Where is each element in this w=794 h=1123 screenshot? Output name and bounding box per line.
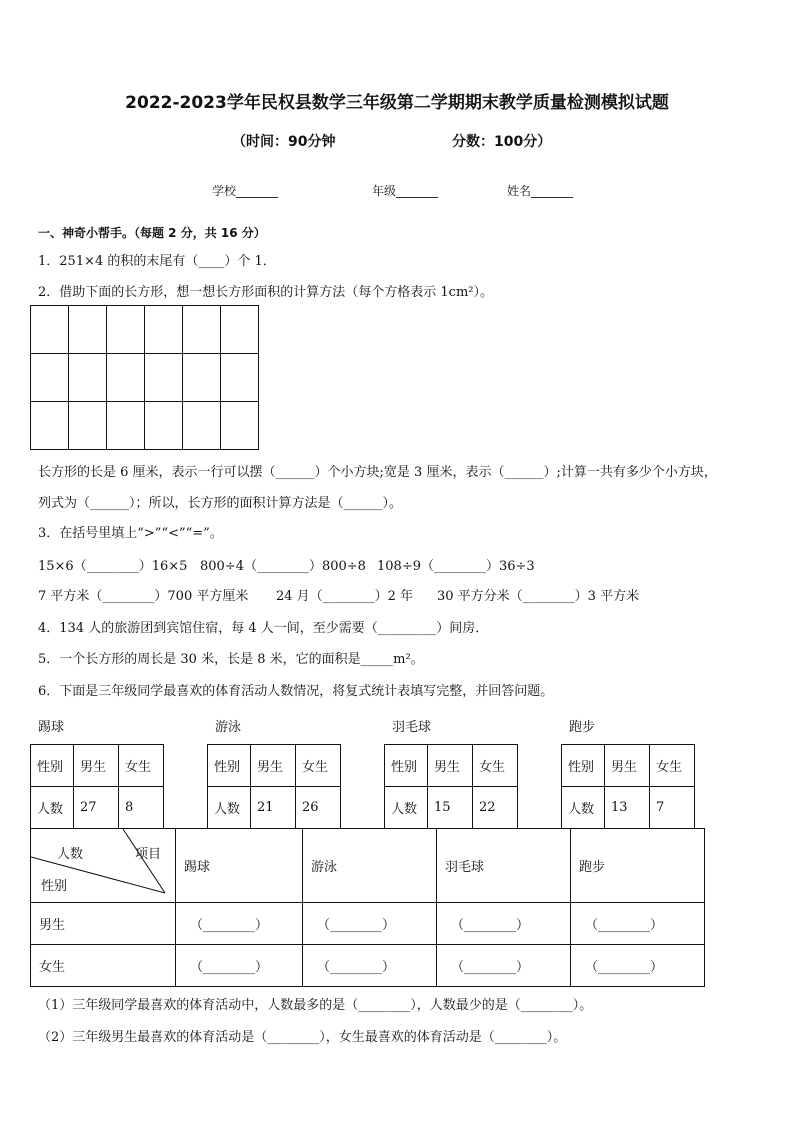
school-field[interactable]: 学校_______: [212, 184, 279, 198]
question-6-2: （2）三年级男生最喜欢的体育活动是（________），女生最喜欢的体育活动是（________）。: [38, 1030, 567, 1045]
table-cell: 13: [605, 787, 650, 829]
table-cell: 人数: [385, 787, 428, 829]
stats-table-running: [561, 744, 695, 829]
answer-blank[interactable]: （________）: [571, 903, 705, 945]
table-title-football: 踢球: [38, 720, 65, 735]
exam-time: （时间：90分钟: [232, 134, 336, 150]
table-cell: 女生: [650, 745, 695, 787]
stats-table-swimming: [207, 744, 341, 829]
question-5: 5．一个长方形的周长是 30 米，长是 8 米，它的面积是_____m²。: [38, 652, 424, 667]
answer-blank[interactable]: （________）: [437, 903, 571, 945]
table-title-running: 跑步: [569, 720, 596, 735]
table-cell: 女生: [296, 745, 341, 787]
question-2: 2．借助下面的长方形，想一想长方形面积的计算方法（每个方格表示 1cm²）。: [38, 285, 493, 300]
compare-item: 800÷4（________）800÷8: [200, 559, 366, 574]
table-cell: 性别: [562, 745, 605, 787]
table-cell: 性别: [31, 745, 74, 787]
diag-label-item: 项目: [135, 847, 162, 862]
table-title-swimming: 游泳: [215, 720, 242, 735]
question-2-line1: 长方形的长是 6 厘米，表示一行可以摆（______）个小方块;宽是 3 厘米，表示（______）;计算一共有多少个小方块，: [38, 465, 717, 480]
diag-label-gender: 性别: [41, 879, 68, 894]
answer-blank[interactable]: （________）: [176, 903, 303, 945]
question-3: 3．在括号里填上“>”“<”“=”。: [38, 526, 223, 541]
diag-label-people: 人数: [57, 847, 84, 862]
table-cell: 21: [251, 787, 296, 829]
table-cell: 男生: [251, 745, 296, 787]
compound-stats-table: [30, 828, 705, 987]
table-cell: 15: [428, 787, 473, 829]
answer-blank[interactable]: （________）: [303, 945, 437, 987]
table-cell: 男生: [605, 745, 650, 787]
question-4: 4．134 人的旅游团到宾馆住宿，每 4 人一间，至少需要（_________）间房．: [38, 621, 489, 636]
question-6: 6．下面是三年级同学最喜欢的体育活动人数情况，将复式统计表填写完整，并回答问题。: [38, 684, 554, 699]
row-header: 女生: [31, 945, 176, 987]
compare-item: 108÷9（________）36÷3: [377, 559, 535, 574]
stats-table-badminton: [384, 744, 518, 829]
grade-field[interactable]: 年级_______: [372, 184, 439, 198]
answer-blank[interactable]: （________）: [176, 945, 303, 987]
column-header: 踢球: [176, 829, 303, 903]
stats-table-football: [30, 744, 164, 829]
table-cell: 男生: [74, 745, 119, 787]
section-heading: 一、神奇小帮手。（每题 2 分，共 16 分）: [38, 226, 266, 240]
compare-item: 24 月（________）2 年: [276, 589, 414, 604]
table-cell: 人数: [208, 787, 251, 829]
exam-score: 分数：100分）: [452, 134, 552, 150]
name-field[interactable]: 姓名_______: [507, 184, 574, 198]
table-cell: 人数: [562, 787, 605, 829]
answer-blank[interactable]: （________）: [437, 945, 571, 987]
table-cell: 27: [74, 787, 119, 829]
table-cell: 8: [119, 787, 164, 829]
table-cell: 人数: [31, 787, 74, 829]
table-cell: 26: [296, 787, 341, 829]
page-title: 2022-2023学年民权县数学三年级第二学期期末教学质量检测模拟试题: [125, 93, 669, 113]
table-cell: 性别: [385, 745, 428, 787]
column-header: 羽毛球: [437, 829, 571, 903]
compare-item: 30 平方分米（________）3 平方米: [437, 589, 640, 604]
compare-item: 7 平方米（________）700 平方厘米: [38, 589, 249, 604]
column-header: 跑步: [571, 829, 705, 903]
question-6-1: （1）三年级同学最喜欢的体育活动中，人数最多的是（________），人数最少的是（________）。: [38, 998, 593, 1013]
question-2-line2: 列式为（______）；所以，长方形的面积计算方法是（______）。: [38, 496, 403, 511]
question-1: 1．251×4 的积的末尾有（____）个 1．: [38, 254, 276, 269]
table-title-badminton: 羽毛球: [392, 720, 432, 735]
table-cell: 女生: [473, 745, 518, 787]
row-header: 男生: [31, 903, 176, 945]
rectangle-grid: [30, 305, 259, 450]
diagonal-header-cell: [31, 829, 176, 903]
answer-blank[interactable]: （________）: [303, 903, 437, 945]
table-cell: 男生: [428, 745, 473, 787]
table-cell: 女生: [119, 745, 164, 787]
compare-item: 15×6（________）16×5: [38, 559, 188, 574]
table-cell: 性别: [208, 745, 251, 787]
table-cell: 22: [473, 787, 518, 829]
column-header: 游泳: [303, 829, 437, 903]
answer-blank[interactable]: （________）: [571, 945, 705, 987]
table-cell: 7: [650, 787, 695, 829]
